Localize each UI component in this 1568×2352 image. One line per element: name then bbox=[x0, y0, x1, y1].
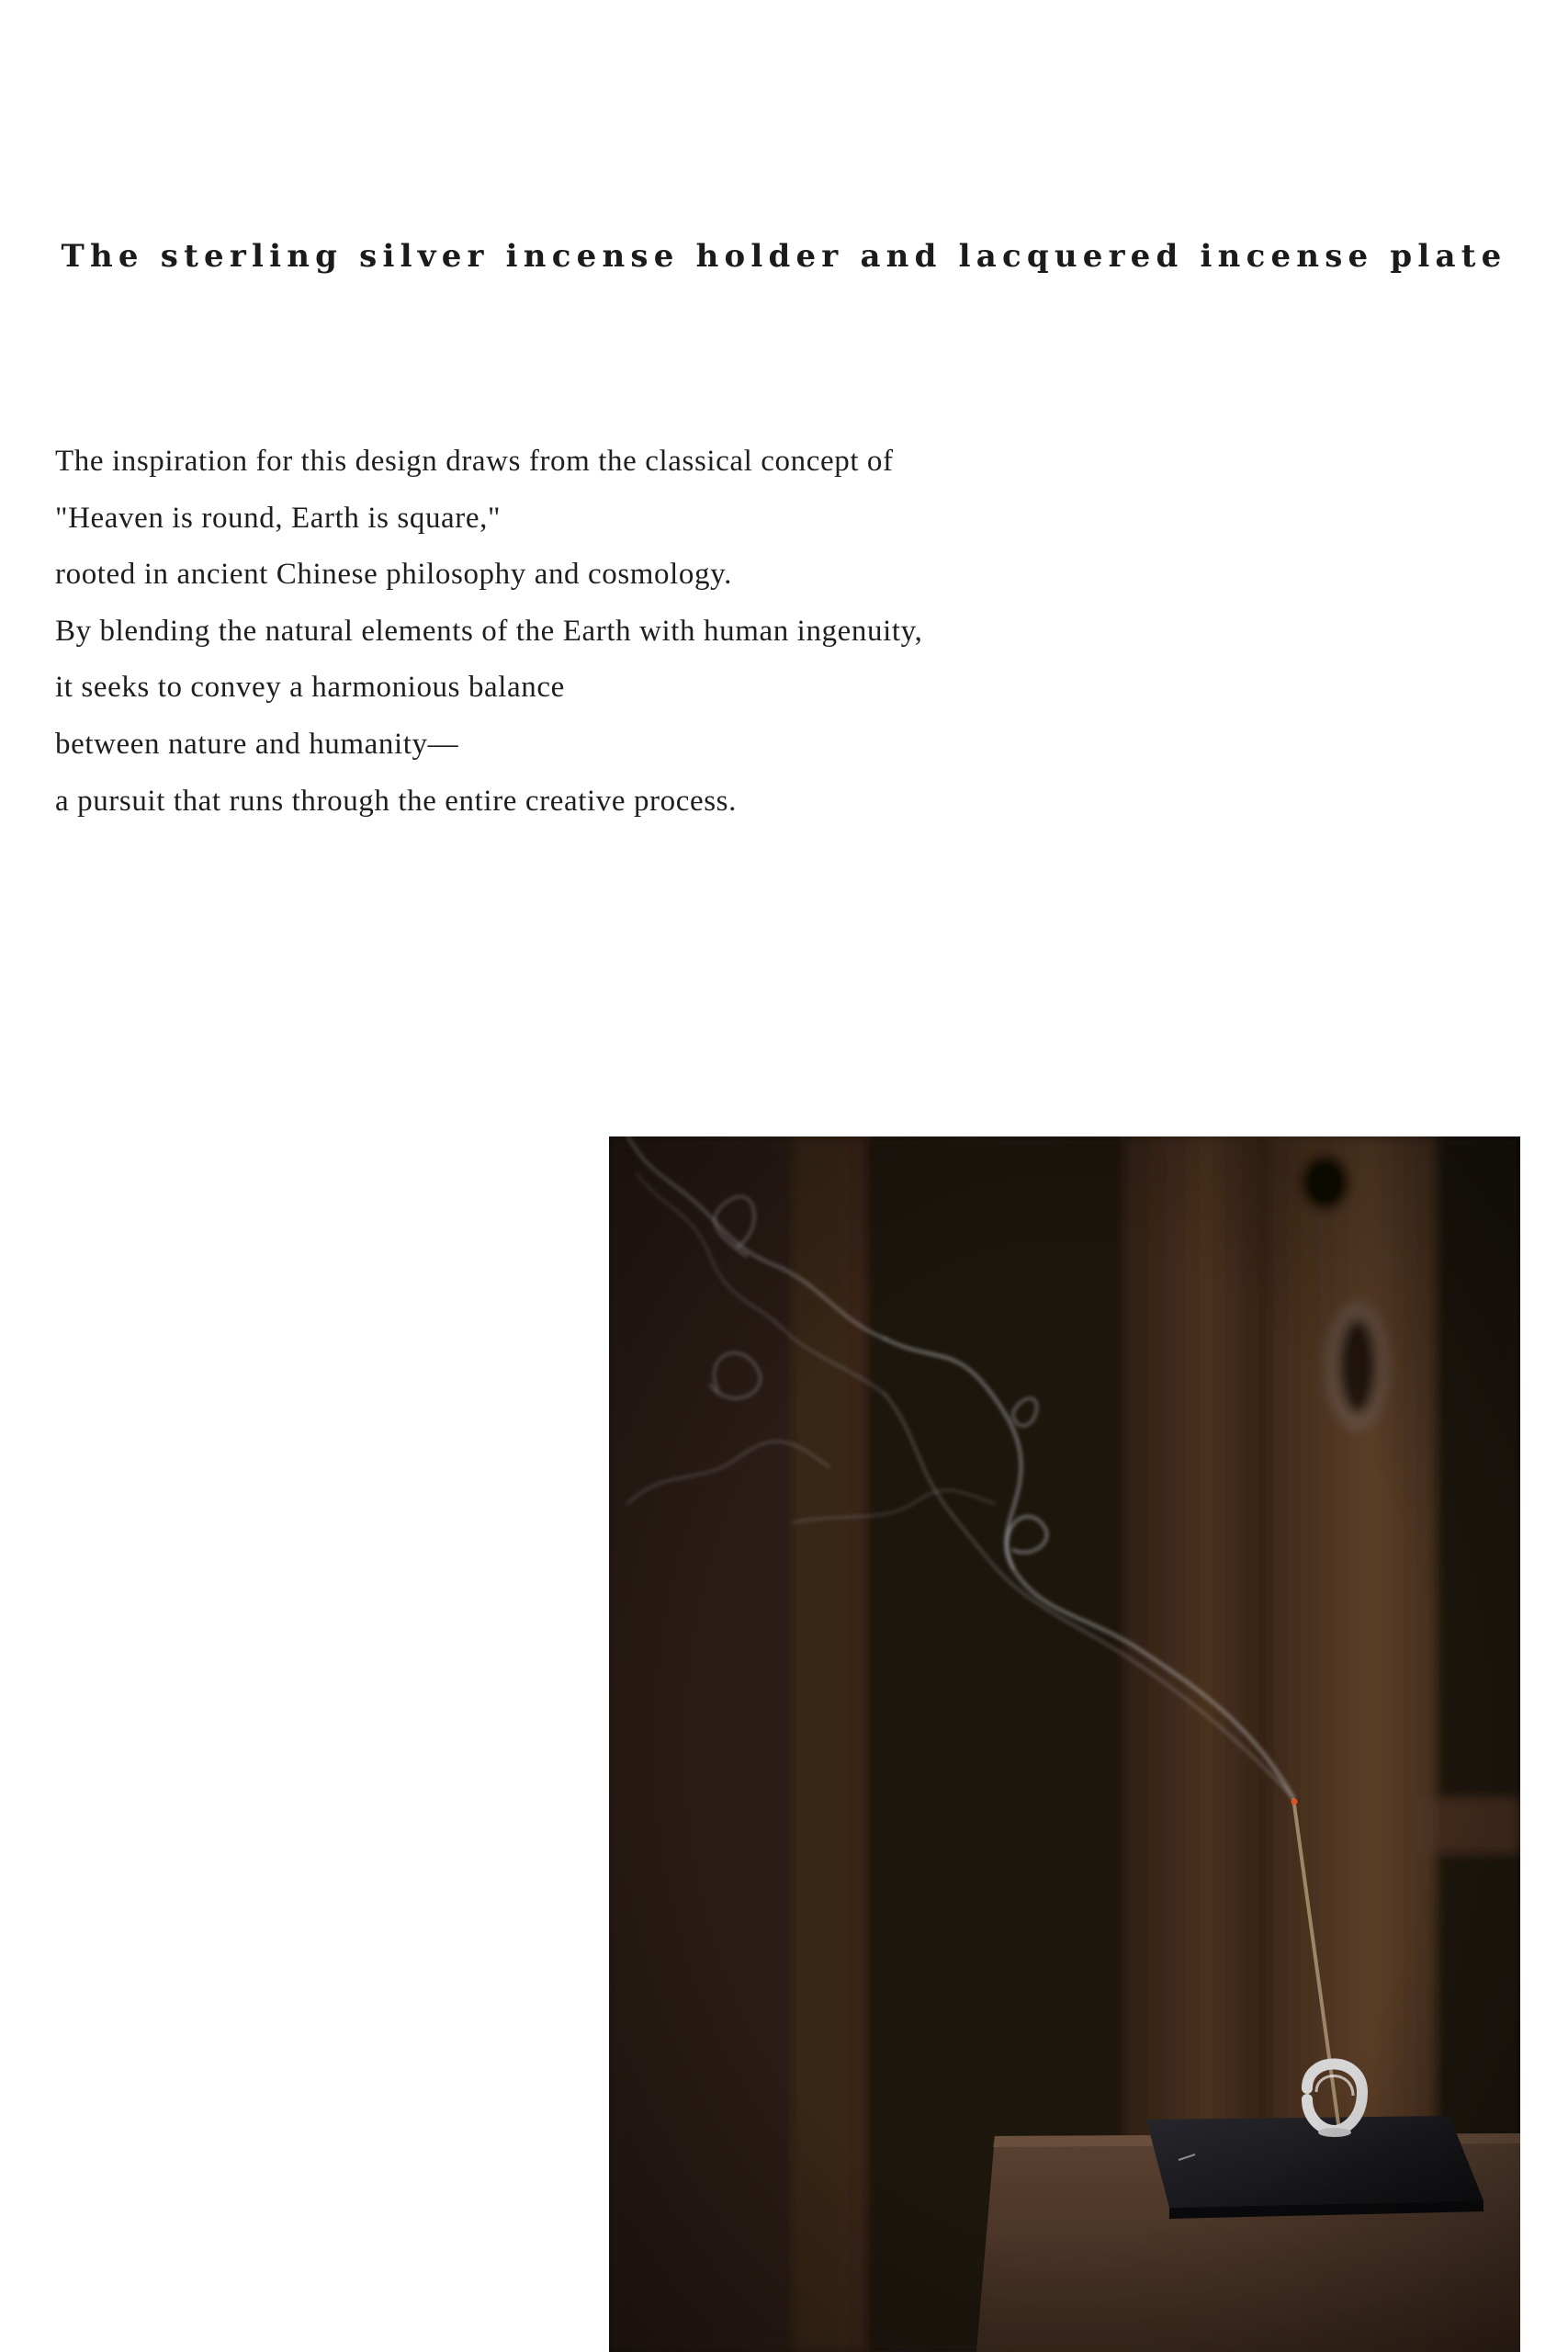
description-line: it seeks to convey a harmonious balance bbox=[55, 671, 565, 705]
description-line: a pursuit that runs through the entire creative process. bbox=[55, 784, 737, 818]
description-line: between nature and humanity— bbox=[55, 727, 459, 761]
product-photo bbox=[609, 1136, 1520, 2352]
description-text bbox=[55, 434, 1249, 830]
description-line: "Heaven is round, Earth is square," bbox=[55, 501, 502, 535]
description-line: By blending the natural elements of the Earth with human ingenuity, bbox=[55, 614, 923, 648]
page-title: The sterling silver incense holder and lacquered incense plate bbox=[61, 237, 1507, 275]
description-line: rooted in ancient Chinese philosophy and cosmology. bbox=[55, 558, 732, 592]
description-line: The inspiration for this design draws from the classical concept of bbox=[55, 445, 894, 478]
